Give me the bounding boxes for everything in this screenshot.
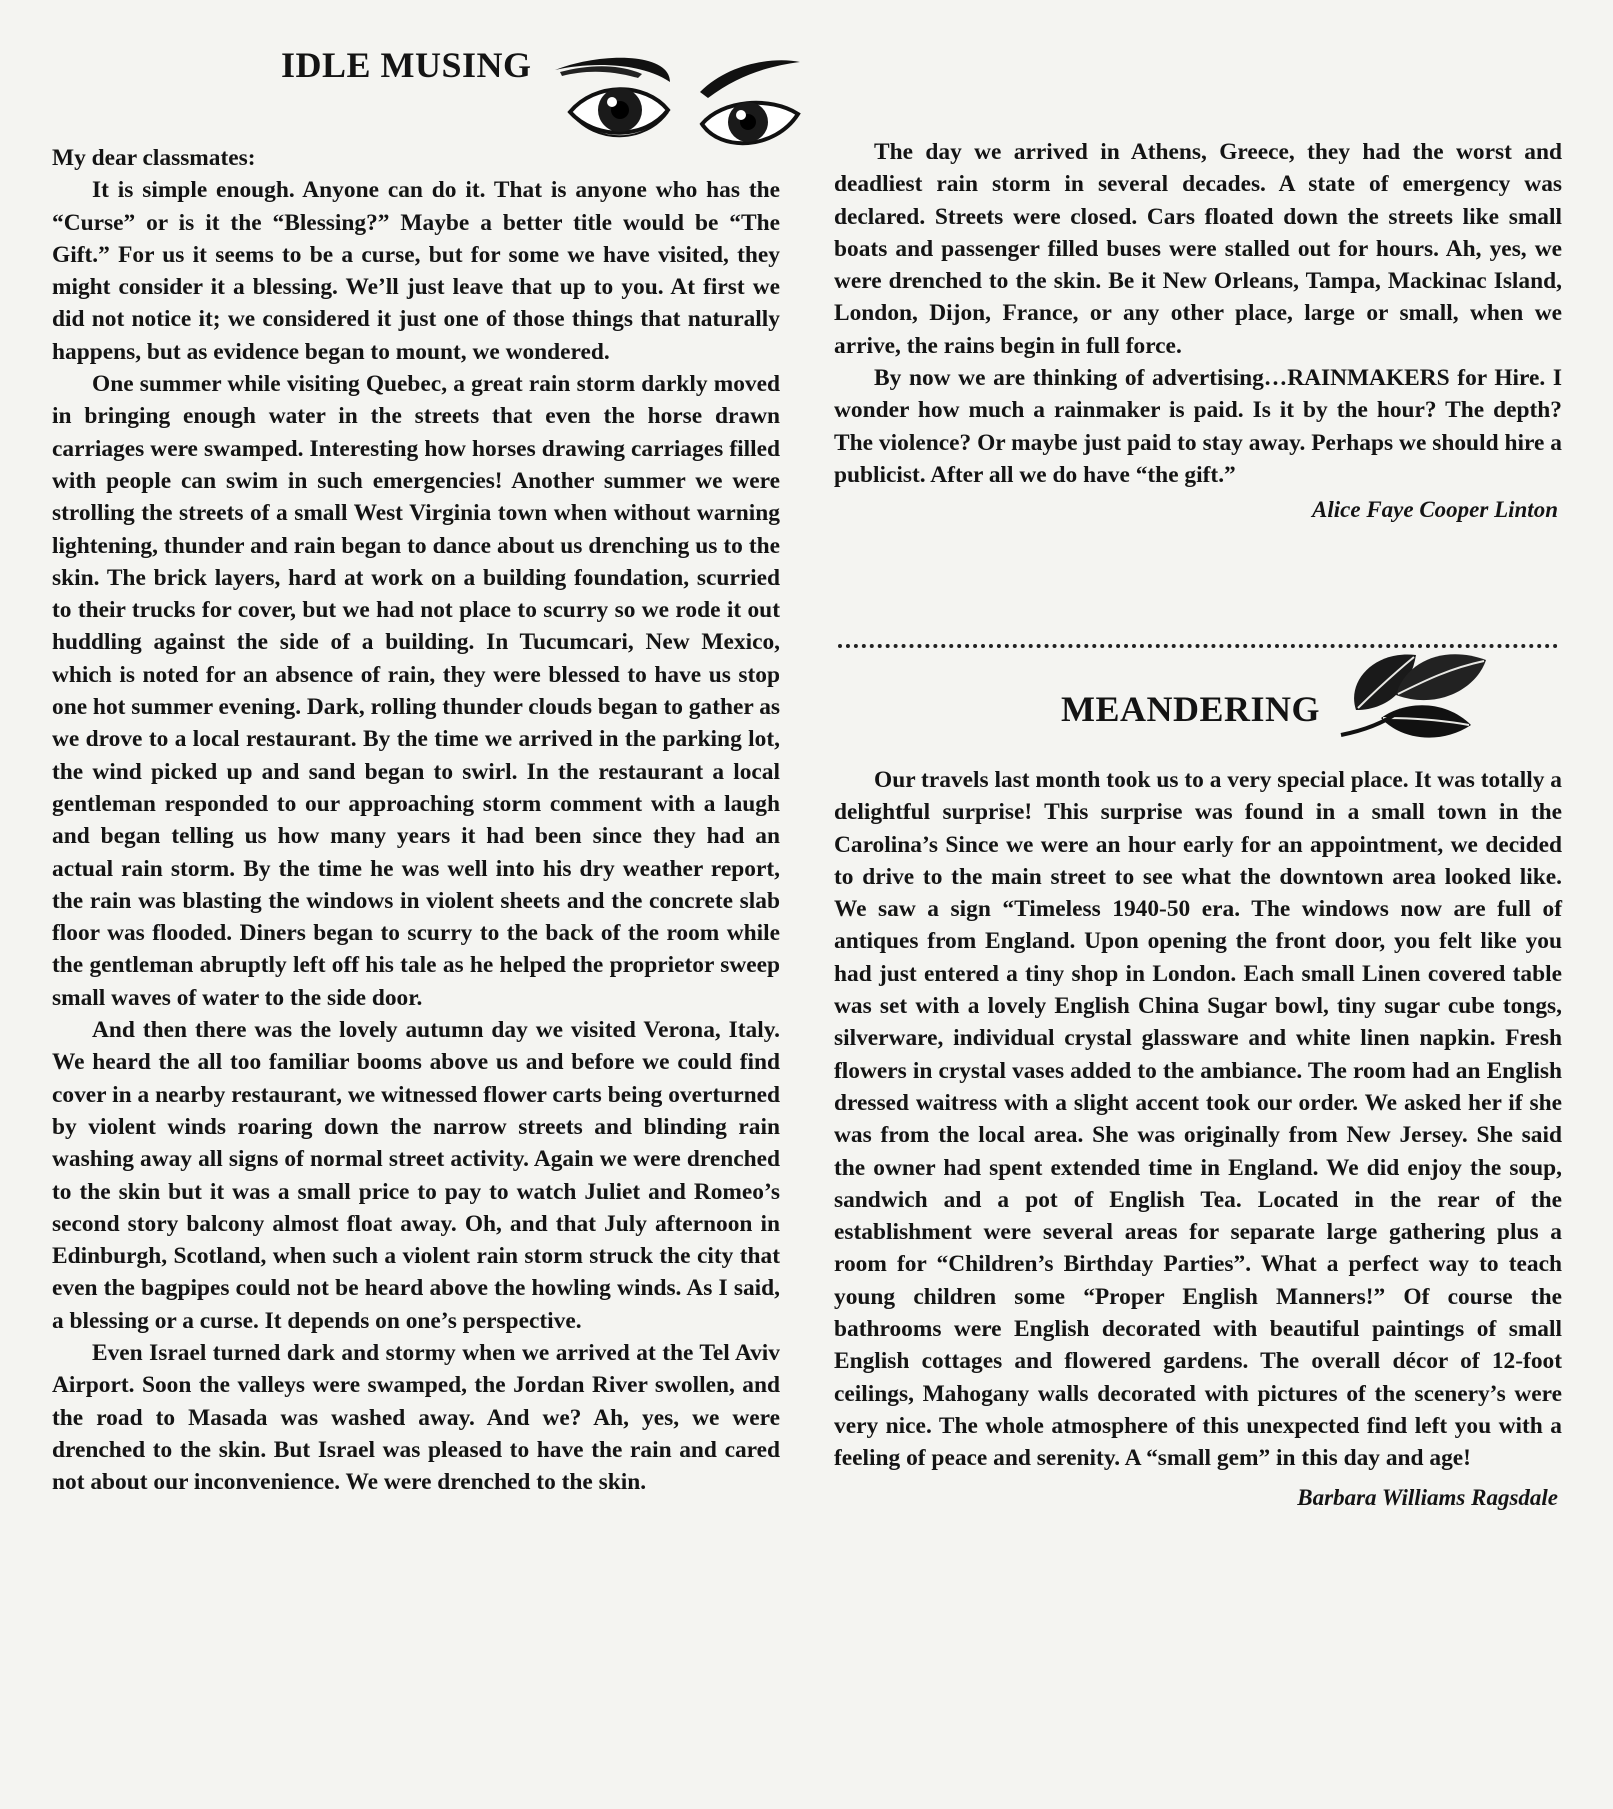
left-column	[52, 142, 780, 1498]
idle-musing-paragraph: The day we arrived in Athens, Greece, they had the worst and deadliest rain storm in several decades. A state of emergency was declared. Streets were closed. Cars floated down the streets like small boats and passenger filled buses were stalled out for hours. Ah, yes, we were drenched to the skin. Be it New Orleans, Tampa, Mackinac Island, London, Dijon, France, or any other place, large or small, when we arrive, the rains begin in full force.	[834, 139, 1562, 359]
idle-musing-paragraph: Even Israel turned dark and stormy when we arrived at the Tel Aviv Airport. Soon the valleys were swamped, the Jordan River swollen, and the road to Masada was washed away. And we? Ah, yes, we were drenched to the skin. But Israel was pleased to have the rain and cared not about our inconvenience. We were drenched to the skin.	[52, 1339, 780, 1496]
meandering-signature: Barbara Williams Ragsdale	[1297, 1484, 1558, 1510]
meandering-column	[834, 764, 1562, 1511]
idle-musing-title: IDLE MUSING	[281, 45, 532, 85]
meandering-paragraph: Our travels last month took us to a very special place. It was totally a delightful surprise! This surprise was found in a small town in the Carolina’s Since we were an hour early for an appointment, we decided to drive to the main street to see what the downtown area looked like. We saw a sign “Timeless 1940-50 era. The windows now are full of antiques from England. Upon opening the front door, you felt like you had just entered a tiny shop in London. Each small Linen covered table was set with a lovely English China Sugar bowl, tiny sugar cube tongs, silverware, individual crystal glassware and white linen napkin. Fresh flowers in crystal vases added to the ambiance. The room had an English dressed waitress with a slight accent took our order. We asked her if she was from the local area. She was originally from New Jersey. She said the owner had spent extended time in England. We did enjoy the soup, sandwich and a pot of English Tea. Located in the rear of the establishment were several areas for separate large gathering plus a room for “Children’s Birthday Parties”. What a perfect way to teach young children some “Proper English Manners!” Of course the bathrooms were English decorated with beautiful paintings of small English cottages and flowered gardens. The overall décor of 12-foot ceilings, Mahogany walls decorated with pictures of the scenery’s were very nice. The whole atmosphere of this unexpected find left you with a feeling of peace and serenity. A “small gem” in this day and age!	[834, 767, 1562, 1472]
leaves-icon	[1336, 640, 1496, 750]
idle-musing-paragraph: It is simple enough. Anyone can do it. That is anyone who has the “Curse” or is it the “Blessing?” Maybe a better title would be “The Gift.” For us it seems to be a curse, but for some we have visited, they might consider it a blessing. We’ll just leave that up to you. At first we did not notice it; we considered it just one of those things that naturally happens, but as evidence began to mount, we wondered.	[52, 177, 780, 365]
idle-musing-paragraph: And then there was the lovely autumn day we visited Verona, Italy. We heard the all too familiar booms above us and before we could find cover in a nearby restaurant, we witnessed flower carts being overturned by violent winds roaring down the narrow streets and blinding rain washing away all signs of normal street activity. Again we were drenched to the skin but it was a small price to pay to watch Juliet and Romeo’s second story balcony almost float away. Oh, and that July afternoon in Edinburgh, Scotland, when such a violent rain storm struck the city that even the bagpipes could not be heard above the howling winds. As I said, a blessing or a curse. It depends on one’s perspective.	[52, 1017, 780, 1334]
idle-musing-paragraph: One summer while visiting Quebec, a great rain storm darkly moved in bringing enough water in the streets that even the horse drawn carriages were swamped. Interesting how horses drawing carriages filled with people can swim in such emergencies! Another summer we were strolling the streets of a small West Virginia town when without warning lightening, thunder and rain began to dance about us drenching us to the skin. The brick layers, hard at work on a building foundation, scurried to their trucks for cover, but we had not place to scurry so we rode it out huddling against the side of a building. In Tucumcari, New Mexico, which is noted for an absence of rain, they were blessed to have us stop one hot summer evening. Dark, rolling thunder clouds began to gather as we drove to a local restaurant. By the time we arrived in the parking lot, the wind picked up and sand began to swirl. In the restaurant a local gentleman responded to our approaching storm comment with a laugh and began telling us how many years it had been since they had an actual rain storm. By the time he was well into his dry weather report, the rain was blasting the windows in violent sheets and the concrete slab floor was flooded. Diners began to scurry to the back of the room while the gentleman abruptly left off his tale as he helped the proprietor sweep small waves of water to the side door.	[52, 371, 780, 1011]
bleed-through-text	[60, 30, 70, 68]
idle-musing-paragraph: By now we are thinking of advertising…RAINMAKERS for Hire. I wonder how much a rainmaker is paid. Is it by the hour? The depth? The violence? Or maybe just paid to stay away. Perhaps we should hire a publicist. After all we do have “the gift.”	[834, 365, 1562, 488]
meandering-title: MEANDERING	[1061, 689, 1321, 729]
idle-musing-signature: Alice Faye Cooper Linton	[1312, 497, 1558, 523]
salutation: My dear classmates:	[52, 145, 256, 171]
right-column	[834, 136, 1562, 523]
